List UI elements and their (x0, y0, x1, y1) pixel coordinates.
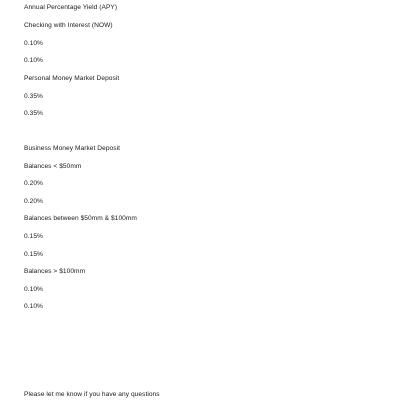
tier-1-rate-2: 0.20% (24, 198, 43, 205)
tier-2-rate-2: 0.15% (24, 251, 43, 258)
personal-mmd-rate-1: 0.35% (24, 93, 43, 100)
tier-3-label: Balances > $100mm (24, 268, 86, 275)
tier-3-rate-1: 0.10% (24, 286, 43, 293)
checking-label: Checking with Interest (NOW) (24, 22, 113, 29)
tier-2-label: Balances between $50mm & $100mm (24, 215, 137, 222)
tier-2-rate-1: 0.15% (24, 233, 43, 240)
personal-mmd-label: Personal Money Market Deposit (24, 75, 120, 82)
business-mmd-label: Business Money Market Deposit (24, 145, 120, 152)
checking-rate-1: 0.10% (24, 40, 43, 47)
tier-1-label: Balances < $50mm (24, 163, 82, 170)
checking-rate-2: 0.10% (24, 57, 43, 64)
heading-apy: Annual Percentage Yield (APY) (24, 4, 118, 11)
tier-1-rate-1: 0.20% (24, 180, 43, 187)
closing-note: Please let me know if you have any questions (24, 391, 160, 398)
tier-3-rate-2: 0.10% (24, 303, 43, 310)
personal-mmd-rate-2: 0.35% (24, 110, 43, 117)
